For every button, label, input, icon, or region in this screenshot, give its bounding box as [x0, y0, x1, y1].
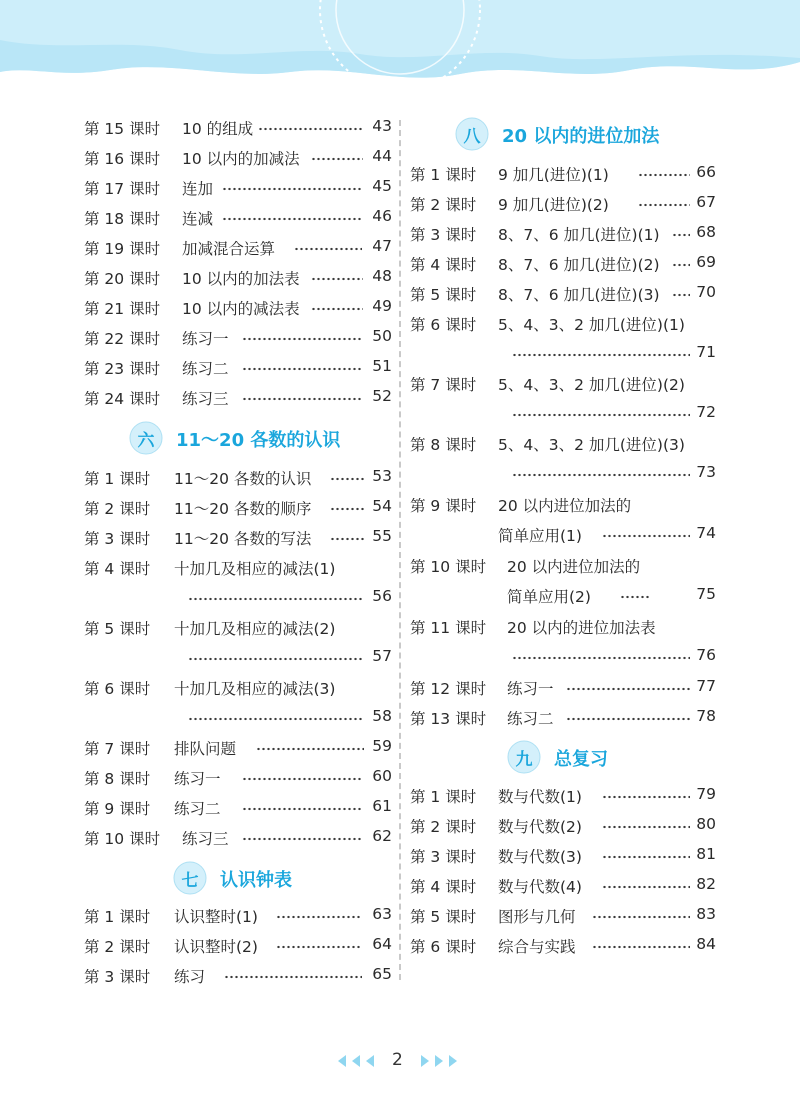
- leader-dots: [330, 477, 366, 481]
- toc-entry[interactable]: 第 1 课时 认识整时(1) 63: [84, 905, 392, 926]
- toc-entry[interactable]: 第 21 课时 10 以内的减法表 49: [84, 297, 392, 318]
- toc-entry[interactable]: 第 8 课时 5、4、3、2 加几(进位)(3) 73: [410, 436, 716, 481]
- toc-entry[interactable]: 第 17 课时 连加 45: [84, 177, 392, 198]
- leader-dots: [188, 597, 362, 601]
- toc-entry[interactable]: 第 6 课时 综合与实践 84: [410, 935, 716, 956]
- leader-dots: [602, 825, 690, 829]
- toc-entry[interactable]: 第 22 课时 练习一 50: [84, 327, 392, 348]
- toc-entry[interactable]: 第 2 课时 认识整时(2) 64: [84, 935, 392, 956]
- leader-dots: [242, 837, 362, 841]
- leader-dots: [222, 187, 362, 191]
- unit-6-title: 11～20 各数的认识: [176, 430, 341, 451]
- leader-dots: [512, 413, 690, 417]
- leader-dots: [602, 855, 690, 859]
- header-wave-decoration: [0, 0, 800, 110]
- leader-dots: [276, 915, 362, 919]
- toc-entry[interactable]: 第 15 课时 10 的组成 43: [84, 117, 392, 138]
- toc-entry[interactable]: 第 16 课时 10 以内的加减法 44: [84, 147, 392, 168]
- toc-entry[interactable]: 第 6 课时 5、4、3、2 加几(进位)(1) 71: [410, 316, 716, 361]
- toc-entry[interactable]: 第 3 课时 8、7、6 加几(进位)(1) 68: [410, 223, 716, 244]
- leader-dots: [242, 807, 362, 811]
- leader-dots: [512, 656, 690, 660]
- leader-dots: [311, 277, 363, 281]
- toc-entry[interactable]: 第 1 课时 9 加几(进位)(1) 66: [410, 163, 716, 184]
- leader-dots: [188, 717, 362, 721]
- toc-entry[interactable]: 第 2 课时 9 加几(进位)(2) 67: [410, 193, 716, 214]
- unit-9-title: 总复习: [554, 749, 608, 770]
- leader-dots: [602, 795, 690, 799]
- unit-8-heading[interactable]: [454, 116, 716, 152]
- leader-dots: [592, 945, 690, 949]
- toc-entry[interactable]: 第 4 课时 8、7、6 加几(进位)(2) 69: [410, 253, 716, 274]
- right-arrows-icon: [415, 1054, 459, 1068]
- toc-entry[interactable]: 第 1 课时 11～20 各数的认识 53: [84, 467, 392, 488]
- unit-9-badge: 九: [506, 739, 542, 775]
- leader-dots: [242, 777, 362, 781]
- toc-entry[interactable]: 第 8 课时 练习一 60: [84, 767, 392, 788]
- toc-entry[interactable]: 第 10 课时 20 以内进位加法的 简单应用(2) 75: [410, 558, 716, 606]
- toc-entry[interactable]: 第 3 课时 11～20 各数的写法 55: [84, 527, 392, 548]
- toc-entry[interactable]: 第 9 课时 20 以内进位加法的 简单应用(1) 74: [410, 497, 716, 545]
- leader-dots: [330, 537, 366, 541]
- leader-dots: [638, 173, 690, 177]
- toc-entry[interactable]: 第 20 课时 10 以内的加法表 48: [84, 267, 392, 288]
- leader-dots: [311, 307, 363, 311]
- toc-entry[interactable]: 第 7 课时 排队问题 59: [84, 737, 392, 758]
- leader-dots: [672, 263, 690, 267]
- toc-entry[interactable]: 第 18 课时 连减 46: [84, 207, 392, 228]
- toc-entry[interactable]: 第 7 课时 5、4、3、2 加几(进位)(2) 72: [410, 376, 716, 421]
- leader-dots: [566, 717, 690, 721]
- toc-entry[interactable]: 第 4 课时 数与代数(4) 82: [410, 875, 716, 896]
- leader-dots: [256, 747, 364, 751]
- toc-entry[interactable]: 第 5 课时 8、7、6 加几(进位)(3) 70: [410, 283, 716, 304]
- toc-entry[interactable]: 第 5 课时 十加几及相应的减法(2) 57: [84, 620, 392, 665]
- toc-entry[interactable]: 第 5 课时 图形与几何 83: [410, 905, 716, 926]
- toc-entry[interactable]: 第 24 课时 练习三 52: [84, 387, 392, 408]
- unit-6-heading[interactable]: [128, 420, 388, 456]
- leader-dots: [672, 233, 690, 237]
- leader-dots: [592, 915, 690, 919]
- toc-entry[interactable]: 第 13 课时 练习二 78: [410, 707, 716, 728]
- toc-entry[interactable]: 第 2 课时 数与代数(2) 80: [410, 815, 716, 836]
- unit-7-heading[interactable]: [172, 860, 372, 896]
- toc-entry[interactable]: 第 23 课时 练习二 51: [84, 357, 392, 378]
- leader-dots: [602, 534, 690, 538]
- toc-entry[interactable]: 第 3 课时 数与代数(3) 81: [410, 845, 716, 866]
- leader-dots: [602, 885, 690, 889]
- unit-6-badge: 六: [128, 420, 164, 456]
- leader-dots: [188, 657, 362, 661]
- leader-dots: [224, 975, 362, 979]
- column-divider: [399, 120, 401, 980]
- toc-entry[interactable]: 第 6 课时 十加几及相应的减法(3) 58: [84, 680, 392, 725]
- unit-7-title: 认识钟表: [220, 870, 292, 891]
- left-arrows-icon: [336, 1054, 380, 1068]
- unit-9-heading[interactable]: [506, 739, 706, 775]
- leader-dots: [672, 293, 690, 297]
- toc-entry[interactable]: 第 9 课时 练习二 61: [84, 797, 392, 818]
- leader-dots: [566, 687, 690, 691]
- toc-entry[interactable]: 第 1 课时 数与代数(1) 79: [410, 785, 716, 806]
- leader-dots: [638, 203, 690, 207]
- page-footer: [0, 1046, 800, 1076]
- leader-dots: [330, 507, 366, 511]
- leader-dots: [620, 595, 650, 599]
- leader-dots: [276, 945, 362, 949]
- leader-dots: [222, 217, 362, 221]
- toc-entry[interactable]: 第 11 课时 20 以内的进位加法表 76: [410, 619, 716, 664]
- leader-dots: [258, 127, 362, 131]
- leader-dots: [512, 353, 690, 357]
- leader-dots: [242, 397, 362, 401]
- page-number: 2: [392, 1050, 403, 1070]
- toc-entry[interactable]: 第 2 课时 11～20 各数的顺序 54: [84, 497, 392, 518]
- toc-entry[interactable]: 第 3 课时 练习 65: [84, 965, 392, 986]
- unit-8-title: 20 以内的进位加法: [502, 126, 660, 147]
- toc-entry[interactable]: 第 10 课时 练习三 62: [84, 827, 392, 848]
- leader-dots: [242, 367, 362, 371]
- toc-entry[interactable]: 第 19 课时 加减混合运算 47: [84, 237, 392, 258]
- leader-dots: [512, 473, 690, 477]
- leader-dots: [311, 157, 363, 161]
- toc-entry[interactable]: 第 4 课时 十加几及相应的减法(1) 56: [84, 560, 392, 605]
- unit-7-badge: 七: [172, 860, 208, 896]
- leader-dots: [294, 247, 362, 251]
- toc-entry[interactable]: 第 12 课时 练习一 77: [410, 677, 716, 698]
- leader-dots: [242, 337, 362, 341]
- unit-8-badge: 八: [454, 116, 490, 152]
